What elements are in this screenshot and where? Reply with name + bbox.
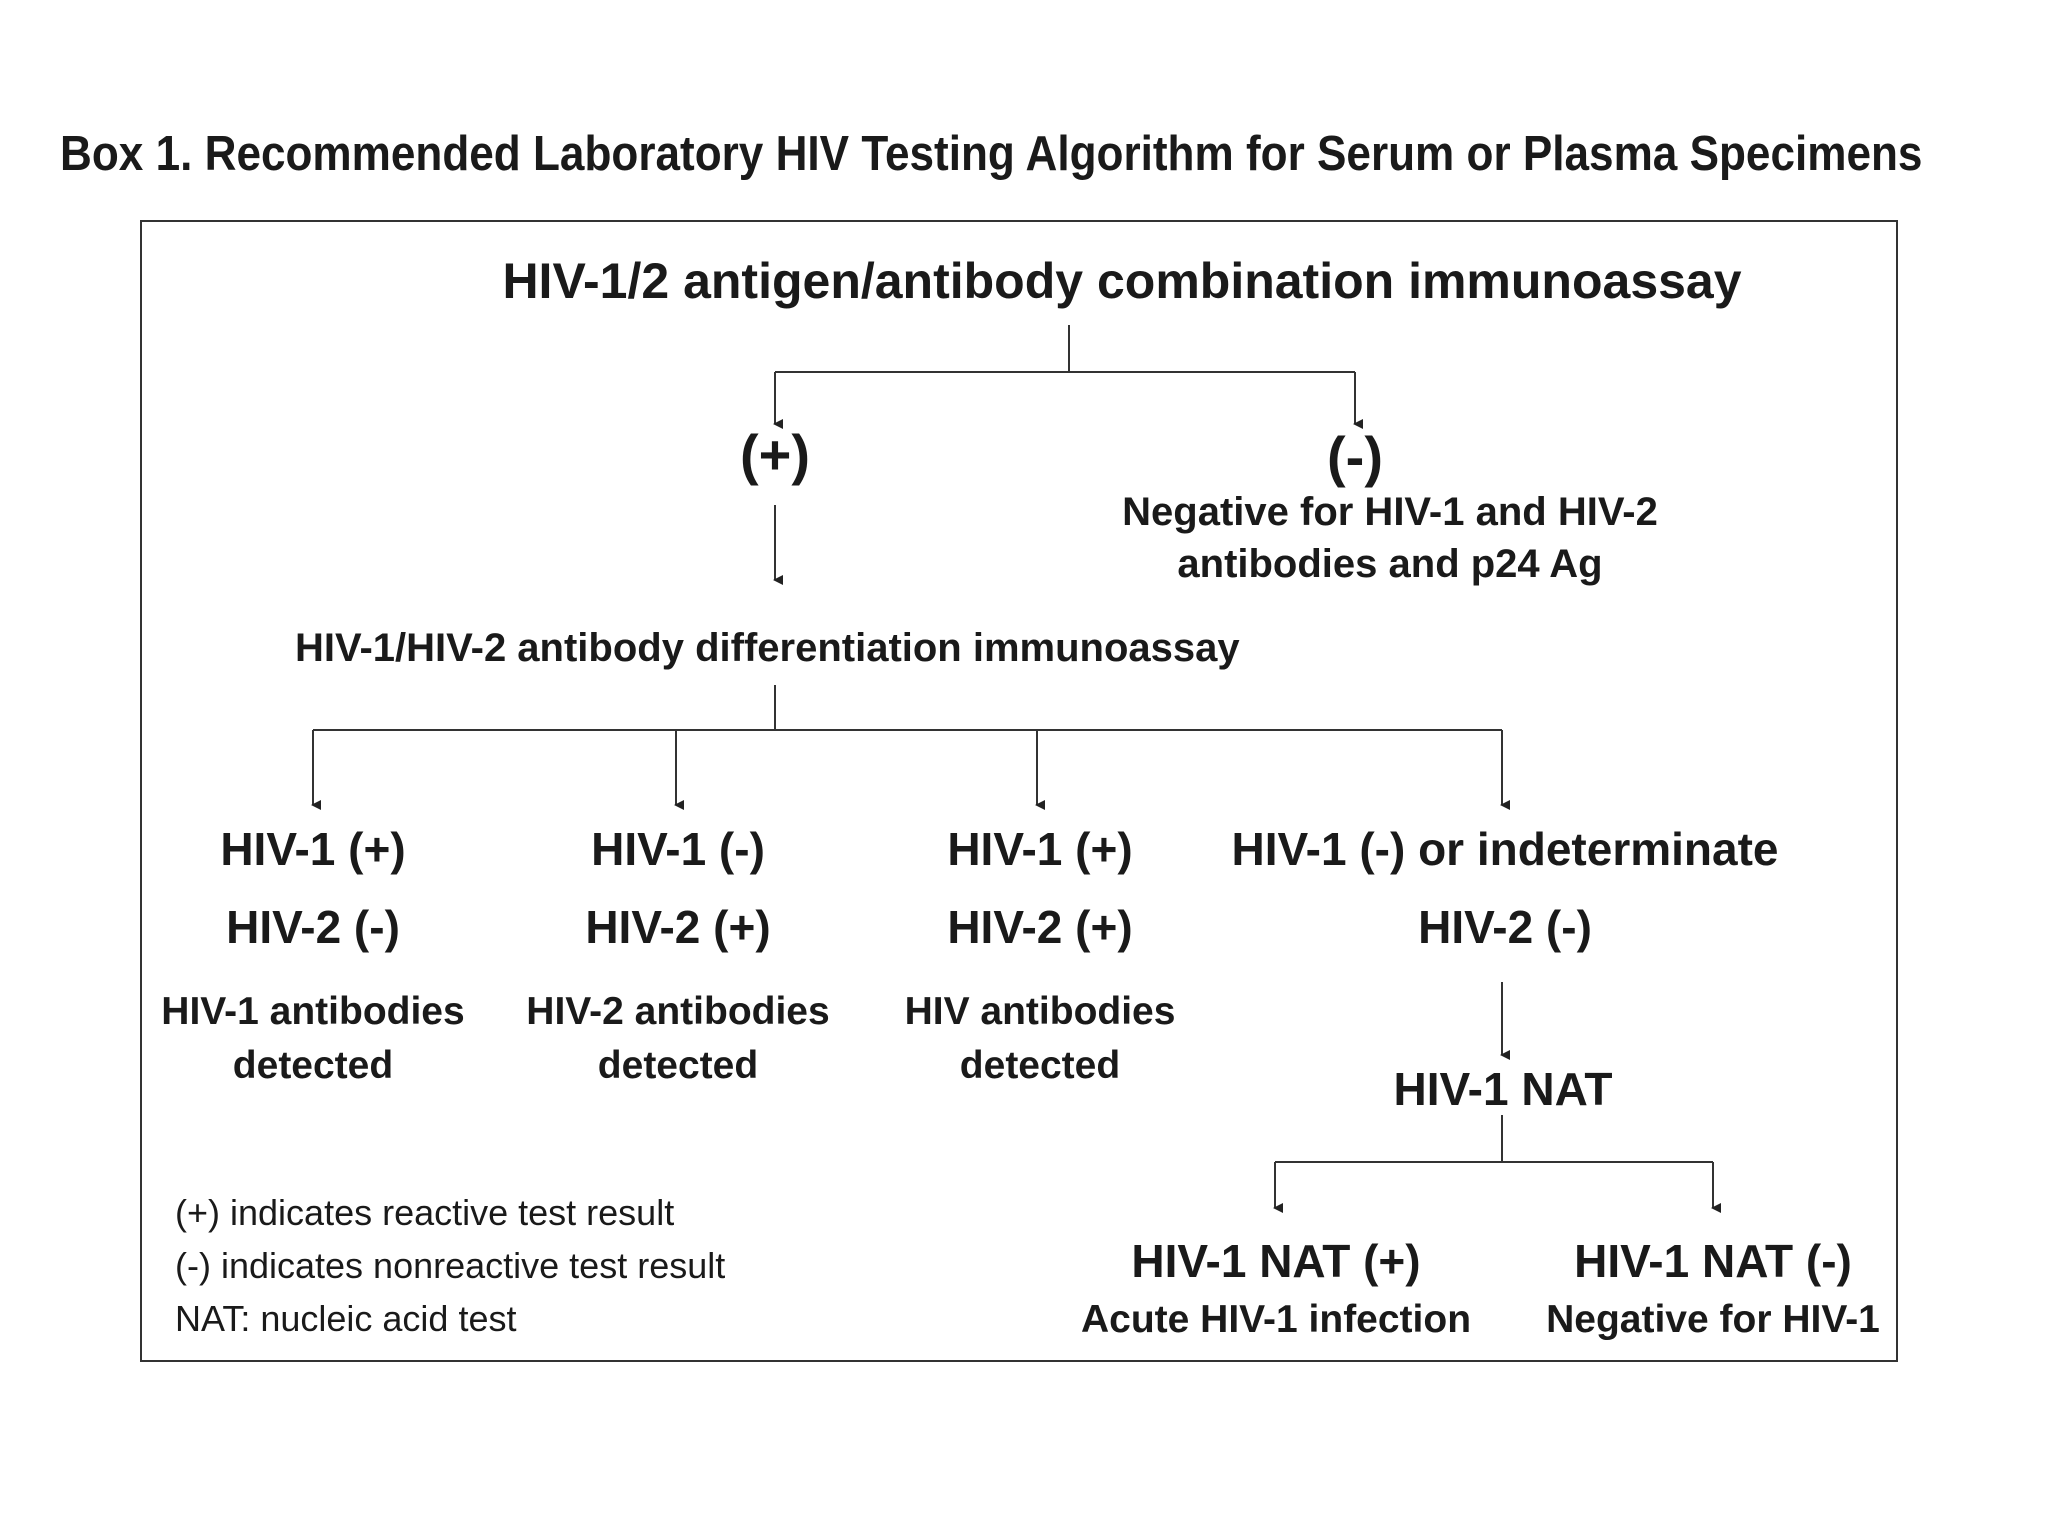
- connector-screening-split: [775, 325, 1355, 372]
- nat-positive-label: HIV-1 NAT (+): [1131, 1235, 1421, 1287]
- outcome-1-result-line2: detected: [232, 1044, 394, 1087]
- outcome-2-result-line1: HIV-2 antibodies: [526, 990, 830, 1033]
- legend-item: (-) indicates nonreactive test result: [175, 1245, 726, 1286]
- outcome-1-hiv1: HIV-1 (+): [220, 823, 406, 875]
- nat-negative-result: Negative for HIV-1: [1546, 1298, 1880, 1341]
- nonreactive-symbol: (-): [1327, 425, 1383, 488]
- outcome-2-result-line2: detected: [597, 1044, 759, 1087]
- connector-differentiation-split: [313, 685, 1502, 730]
- outcome-2-hiv1: HIV-1 (-): [591, 823, 765, 875]
- nat-label: HIV-1 NAT: [1393, 1063, 1613, 1115]
- outcome-1-result-line1: HIV-1 antibodies: [161, 990, 465, 1033]
- nat-positive-result: Acute HIV-1 infection: [1080, 1298, 1472, 1341]
- outcome-3-hiv2: HIV-2 (+): [947, 901, 1133, 953]
- outcome-1-hiv2: HIV-2 (-): [226, 901, 400, 953]
- outcome-3-result-line2: detected: [959, 1044, 1121, 1087]
- outcome-3-result-line1: HIV antibodies: [904, 990, 1176, 1033]
- outcome-4-hiv1: HIV-1 (-) or indeterminate: [1231, 823, 1779, 875]
- nonreactive-result-line2: antibodies and p24 Ag: [1177, 542, 1603, 586]
- reactive-symbol: (+): [740, 423, 810, 486]
- legend-item: (+) indicates reactive test result: [175, 1192, 675, 1233]
- nat-negative-label: HIV-1 NAT (-): [1574, 1235, 1852, 1287]
- nonreactive-result-line1: Negative for HIV-1 and HIV-2: [1122, 490, 1658, 534]
- differentiation-assay-label: HIV-1/HIV-2 antibody differentiation immunoassay: [295, 626, 1240, 670]
- screening-assay-label: HIV-1/2 antigen/antibody combination immunoassay: [502, 253, 1742, 309]
- legend-item: NAT: nucleic acid test: [175, 1298, 517, 1339]
- connector-nat-split: [1275, 1115, 1713, 1162]
- outcome-4-hiv2: HIV-2 (-): [1418, 901, 1592, 953]
- outcome-3-hiv1: HIV-1 (+): [947, 823, 1133, 875]
- outcome-2-hiv2: HIV-2 (+): [585, 901, 771, 953]
- page-title: Box 1. Recommended Laboratory HIV Testing Algorithm for Serum or Plasma Specimens: [60, 127, 1923, 181]
